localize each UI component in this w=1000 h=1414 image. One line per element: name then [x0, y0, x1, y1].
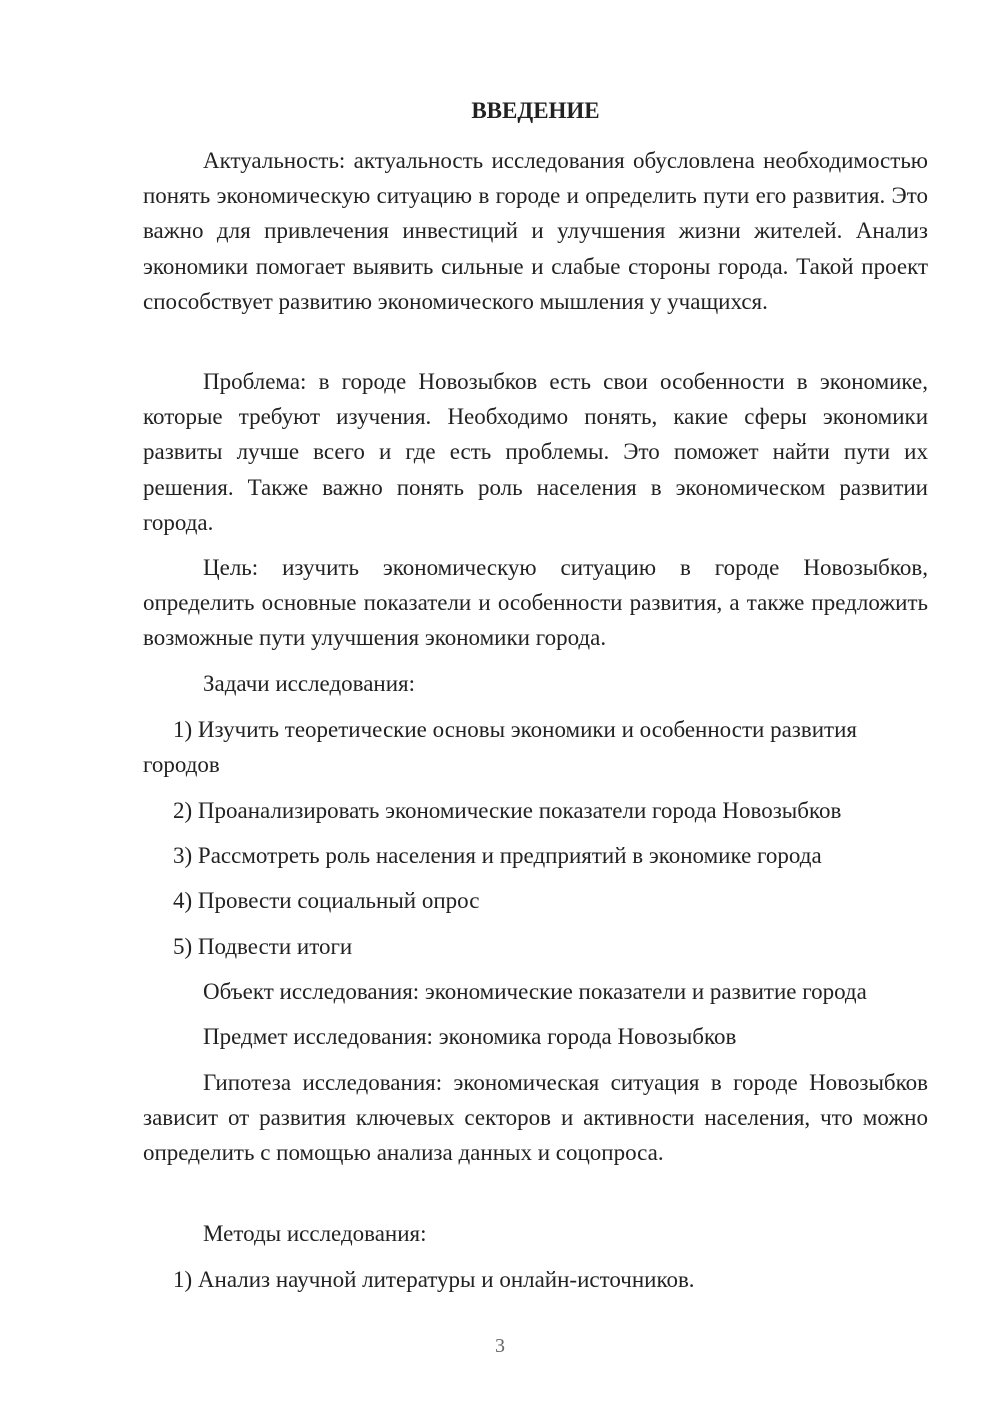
problem-paragraph: Проблема: в городе Новозыбков есть свои особенности в экономике, которые требуют изучения. Необходимо понять, какие сферы экономики развиты лучше всего и где есть проблемы. Это поможет найти пути их решения. Также важно понять роль населения в экономическом развитии города.: [143, 369, 928, 535]
object-line: Объект исследования: экономические показатели и развитие города: [203, 979, 867, 1004]
task-item: 2) Проанализировать экономические показатели города Новозыбков: [173, 798, 842, 823]
task-item: 1) Изучить теоретические основы экономики и особенности развития городов: [143, 717, 857, 778]
task-item: 5) Подвести итоги: [173, 934, 353, 959]
tasks-heading: Задачи исследования:: [203, 671, 416, 696]
methods-heading: Методы исследования:: [203, 1221, 427, 1246]
subject-line: Предмет исследования: экономика города Новозыбков: [203, 1024, 737, 1049]
task-item: 3) Рассмотреть роль населения и предприятий в экономике города: [173, 843, 822, 868]
hypothesis-paragraph: Гипотеза исследования: экономическая ситуация в городе Новозыбков зависит от развития ключевых секторов и активности населения, что можно определить с помощью анализа данных и соцопроса.: [143, 1070, 928, 1166]
page-number: 3: [495, 1335, 505, 1357]
relevance-paragraph: Актуальность: актуальность исследования обусловлена необходимостью понять экономическую ситуацию в городе и определить пути его развития. Это важно для привлечения инвестиций и улучшения жизни жителей. Анализ экономики помогает выявить сильные и слабые стороны города. Такой проект способствует развитию экономического мышления у учащихся.: [143, 148, 928, 314]
task-item: 4) Провести социальный опрос: [173, 888, 480, 913]
method-item: 1) Анализ научной литературы и онлайн-источников.: [173, 1267, 695, 1292]
page-title: ВВЕДЕНИЕ: [471, 98, 600, 123]
goal-paragraph: Цель: изучить экономическую ситуацию в городе Новозыбков, определить основные показатели и особенности развития, а также предложить возможные пути улучшения экономики города.: [143, 555, 928, 651]
